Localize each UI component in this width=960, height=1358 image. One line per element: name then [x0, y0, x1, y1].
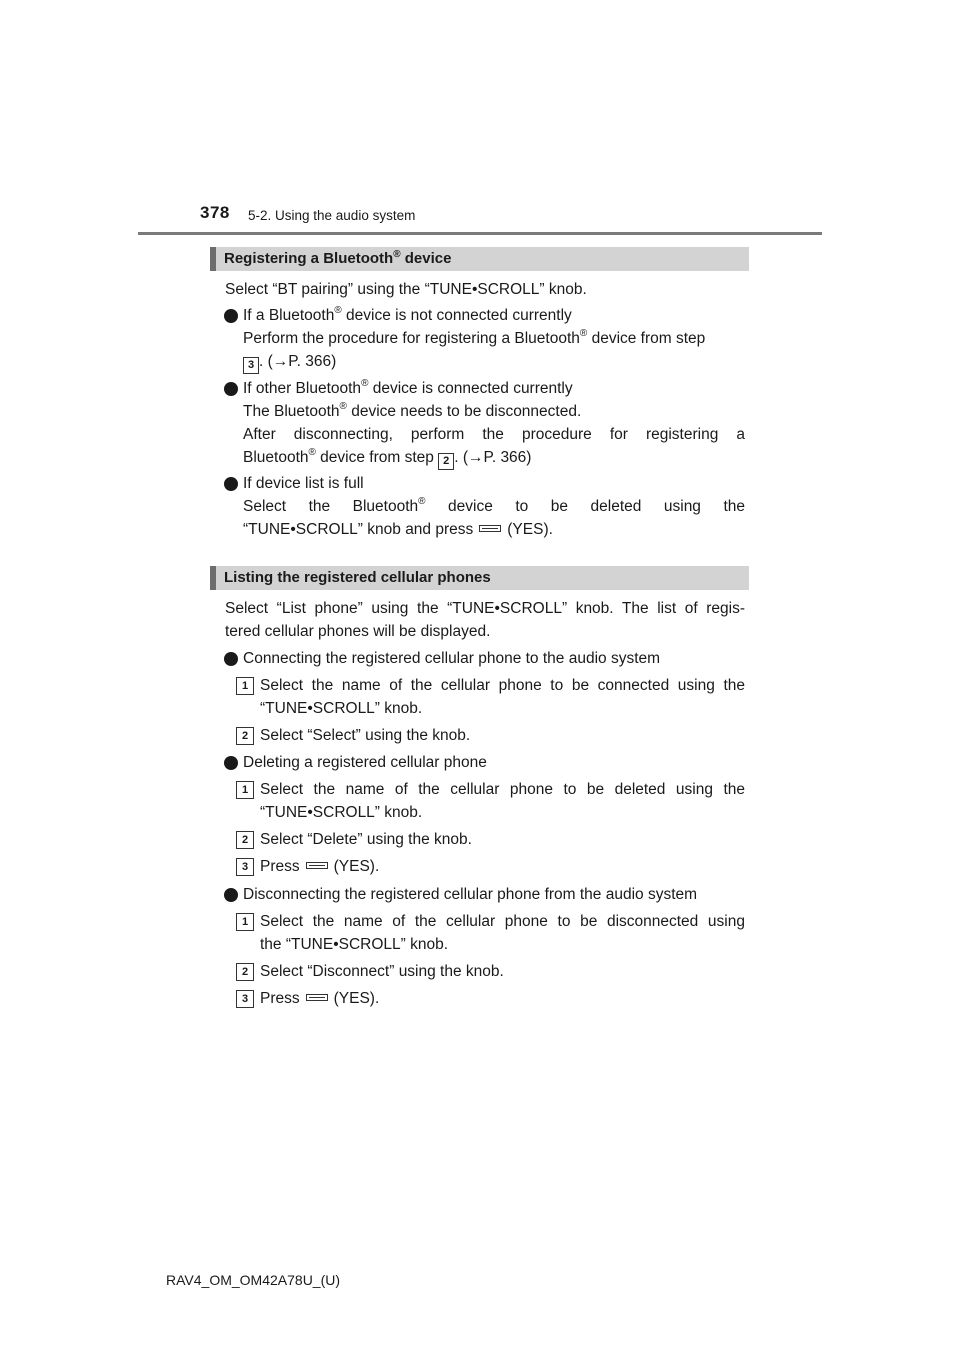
case-other-connected-text: The Bluetooth® device needs to be disconnected. — [243, 401, 582, 420]
case-list-full-text: Select the Bluetooth® device to be deleted using the — [243, 496, 745, 515]
disconnect-step2: Select “Disconnect” using the knob. — [260, 963, 504, 980]
header-divider — [138, 232, 822, 235]
delete-step2: Select “Delete” using the knob. — [260, 831, 472, 848]
bullet-icon — [224, 382, 238, 396]
step-number-2: 2 — [236, 963, 254, 981]
page-number: 378 — [200, 203, 230, 222]
document-code: RAV4_OM_OM42A78U_(U) — [166, 1272, 341, 1288]
arrow-icon: → — [272, 353, 289, 370]
connect-step1: Select the name of the cellular phone to be connected using the — [260, 677, 745, 694]
disconnect-title: Disconnecting the registered cellular phone from the audio system — [243, 886, 698, 903]
step-number-3: 3 — [243, 357, 259, 374]
arrow-icon: → — [467, 449, 484, 466]
case-not-connected-text: Perform the procedure for registering a Bluetooth® device from step — [243, 328, 706, 347]
connect-step2: Select “Select” using the knob. — [260, 727, 471, 744]
disconnect-step1: Select the name of the cellular phone to be disconnected using — [260, 913, 745, 930]
case-other-connected-text2: After disconnecting, perform the procedure for registering a — [243, 426, 745, 443]
step-number-3: 3 — [236, 858, 254, 876]
step-number-1: 1 — [236, 677, 254, 695]
case-list-full-text2: “TUNE•SCROLL” knob and press (YES). — [243, 521, 553, 538]
connect-step1-cont: “TUNE•SCROLL” knob. — [260, 700, 423, 717]
case-not-connected-ref: 3 . (→P. 366) — [243, 352, 336, 374]
step-number-2: 2 — [438, 453, 454, 470]
delete-step1-cont: “TUNE•SCROLL” knob. — [260, 804, 423, 821]
connect-title: Connecting the registered cellular phone to the audio system — [243, 650, 661, 667]
case-list-full-title: If device list is full — [243, 475, 364, 492]
list-phone-instruction: Select “List phone” using the “TUNE•SCROLL” knob. The list of regis- — [225, 600, 745, 617]
bullet-icon — [224, 309, 238, 323]
case-other-connected-title: If other Bluetooth® device is connected currently — [243, 378, 573, 397]
step-number-2: 2 — [236, 727, 254, 745]
section-title: 5-2. Using the audio system — [248, 208, 416, 223]
bullet-icon — [224, 888, 238, 902]
delete-step1: Select the name of the cellular phone to be deleted using the — [260, 781, 745, 798]
step-number-1: 1 — [236, 781, 254, 799]
heading-listing-phones: Listing the registered cellular phones — [210, 566, 749, 590]
step-number-1: 1 — [236, 913, 254, 931]
case-other-connected-ref: Bluetooth® device from step 2 . (→P. 366) — [243, 448, 531, 470]
delete-step3: Press (YES). — [260, 858, 380, 875]
yes-button-icon — [479, 525, 501, 532]
list-phone-instruction2: tered cellular phones will be displayed. — [225, 623, 491, 640]
bt-pairing-instruction: Select “BT pairing” using the “TUNE•SCROLL” knob. — [225, 281, 587, 298]
bullet-icon — [224, 652, 238, 666]
bullet-icon — [224, 756, 238, 770]
bullet-icon — [224, 477, 238, 491]
disconnect-step1-cont: the “TUNE•SCROLL” knob. — [260, 936, 449, 953]
disconnect-step3: Press (YES). — [260, 990, 380, 1007]
yes-button-icon — [306, 994, 328, 1001]
case-not-connected-title: If a Bluetooth® device is not connected currently — [243, 305, 572, 324]
delete-title: Deleting a registered cellular phone — [243, 754, 487, 771]
yes-button-icon — [306, 862, 328, 869]
step-number-2: 2 — [236, 831, 254, 849]
step-number-3: 3 — [236, 990, 254, 1008]
heading-registering-bluetooth: Registering a Bluetooth® device — [210, 247, 749, 271]
